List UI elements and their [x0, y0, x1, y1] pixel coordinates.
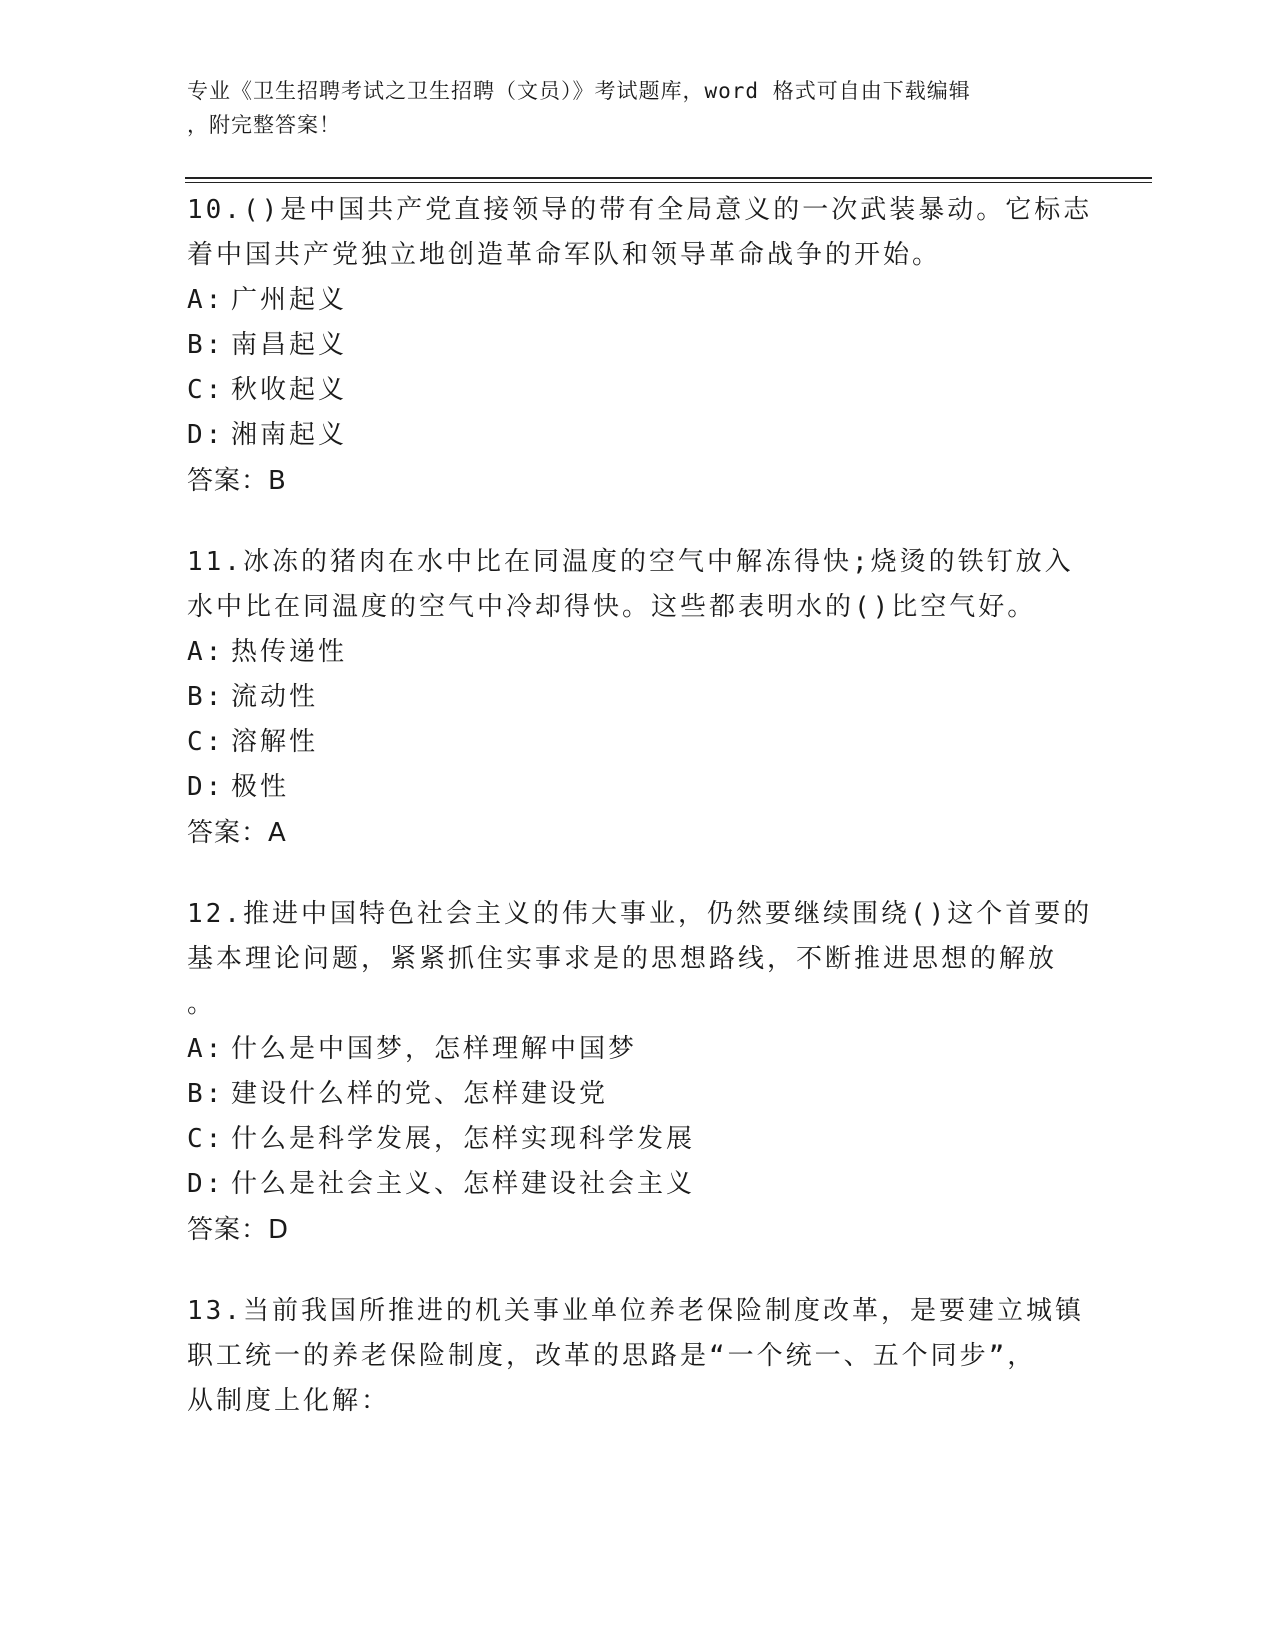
- option-key: A:: [187, 285, 225, 315]
- option-key: D:: [187, 420, 225, 450]
- option-key: D:: [187, 1169, 225, 1199]
- answer: 答案：A: [187, 818, 287, 848]
- stem-line: 11.冰冻的猪肉在水中比在同温度的空气中解冻得快;烧烫的铁钉放入: [187, 547, 1074, 577]
- question-list: [187, 188, 1093, 1460]
- option-b: [187, 675, 1087, 720]
- option-text: 什么是中国梦，怎样理解中国梦: [231, 1034, 638, 1064]
- answer: 答案：D: [187, 1215, 290, 1245]
- option-text: 秋收起义: [231, 375, 348, 405]
- option-key: A:: [187, 1034, 225, 1064]
- option-text: 什么是社会主义、怎样建设社会主义: [231, 1169, 696, 1199]
- stem-line: 12.推进中国特色社会主义的伟大事业，仍然要继续围绕()这个首要的: [187, 899, 1093, 929]
- option-key: D:: [187, 772, 225, 802]
- option-key: B:: [187, 1079, 225, 1109]
- question-stem: [187, 540, 1087, 630]
- option-text: 什么是科学发展，怎样实现科学发展: [231, 1124, 696, 1154]
- stem-line: 10.()是中国共产党直接领导的带有全局意义的一次武装暴动。它标志: [187, 195, 1093, 225]
- option-text: 热传递性: [231, 637, 348, 667]
- question-stem: [187, 1289, 1087, 1424]
- option-d: [187, 413, 1087, 458]
- option-key: C:: [187, 727, 225, 757]
- header-divider-thin: [185, 182, 1152, 183]
- stem-line: 职工统一的养老保险制度，改革的思路是“一个统一、五个同步”，: [187, 1341, 1037, 1371]
- stem-line: 水中比在同温度的空气中冷却得快。这些都表明水的()比空气好。: [187, 592, 1037, 622]
- answer: 答案：B: [187, 466, 287, 496]
- option-key: B:: [187, 330, 225, 360]
- option-b: [187, 1072, 1087, 1117]
- option-key: C:: [187, 1124, 225, 1154]
- option-text: 南昌起义: [231, 330, 348, 360]
- option-text: 极性: [231, 772, 290, 802]
- header-line-1: 专业《卫生招聘考试之卫生招聘（文员）》考试题库，word 格式可自由下载编辑: [187, 79, 971, 103]
- option-a: [187, 278, 1087, 323]
- question-11: [187, 540, 1087, 856]
- option-text: 流动性: [231, 682, 319, 712]
- option-text: 建设什么样的党、怎样建设党: [231, 1079, 609, 1109]
- stem-line: 基本理论问题，紧紧抓住实事求是的思想路线，不断推进思想的解放: [187, 944, 1058, 974]
- option-text: 溶解性: [231, 727, 319, 757]
- stem-line: 13.当前我国所推进的机关事业单位养老保险制度改革，是要建立城镇: [187, 1296, 1084, 1326]
- header-divider: [185, 177, 1152, 179]
- question-13: [187, 1289, 1087, 1424]
- option-text: 湘南起义: [231, 420, 348, 450]
- question-12: [187, 892, 1093, 1253]
- option-key: B:: [187, 682, 225, 712]
- question-10: [187, 188, 1093, 504]
- question-stem: [187, 892, 1093, 1027]
- option-key: C:: [187, 375, 225, 405]
- option-text: 广州起义: [231, 285, 348, 315]
- document-header: [187, 74, 1067, 142]
- stem-line: 着中国共产党独立地创造革命军队和领导革命战争的开始。: [187, 240, 942, 270]
- option-c: [187, 720, 1087, 765]
- question-stem: [187, 188, 1093, 278]
- header-line-2: ，附完整答案！: [187, 113, 341, 137]
- option-c: [187, 368, 1087, 413]
- option-b: [187, 323, 1087, 368]
- stem-line: 从制度上化解：: [187, 1386, 391, 1416]
- option-a: [187, 1027, 1087, 1072]
- option-c: [187, 1117, 1087, 1162]
- option-d: [187, 765, 1087, 810]
- option-d: [187, 1162, 1087, 1207]
- option-a: [187, 630, 1087, 675]
- stem-line: 。: [187, 989, 217, 1019]
- option-key: A:: [187, 637, 225, 667]
